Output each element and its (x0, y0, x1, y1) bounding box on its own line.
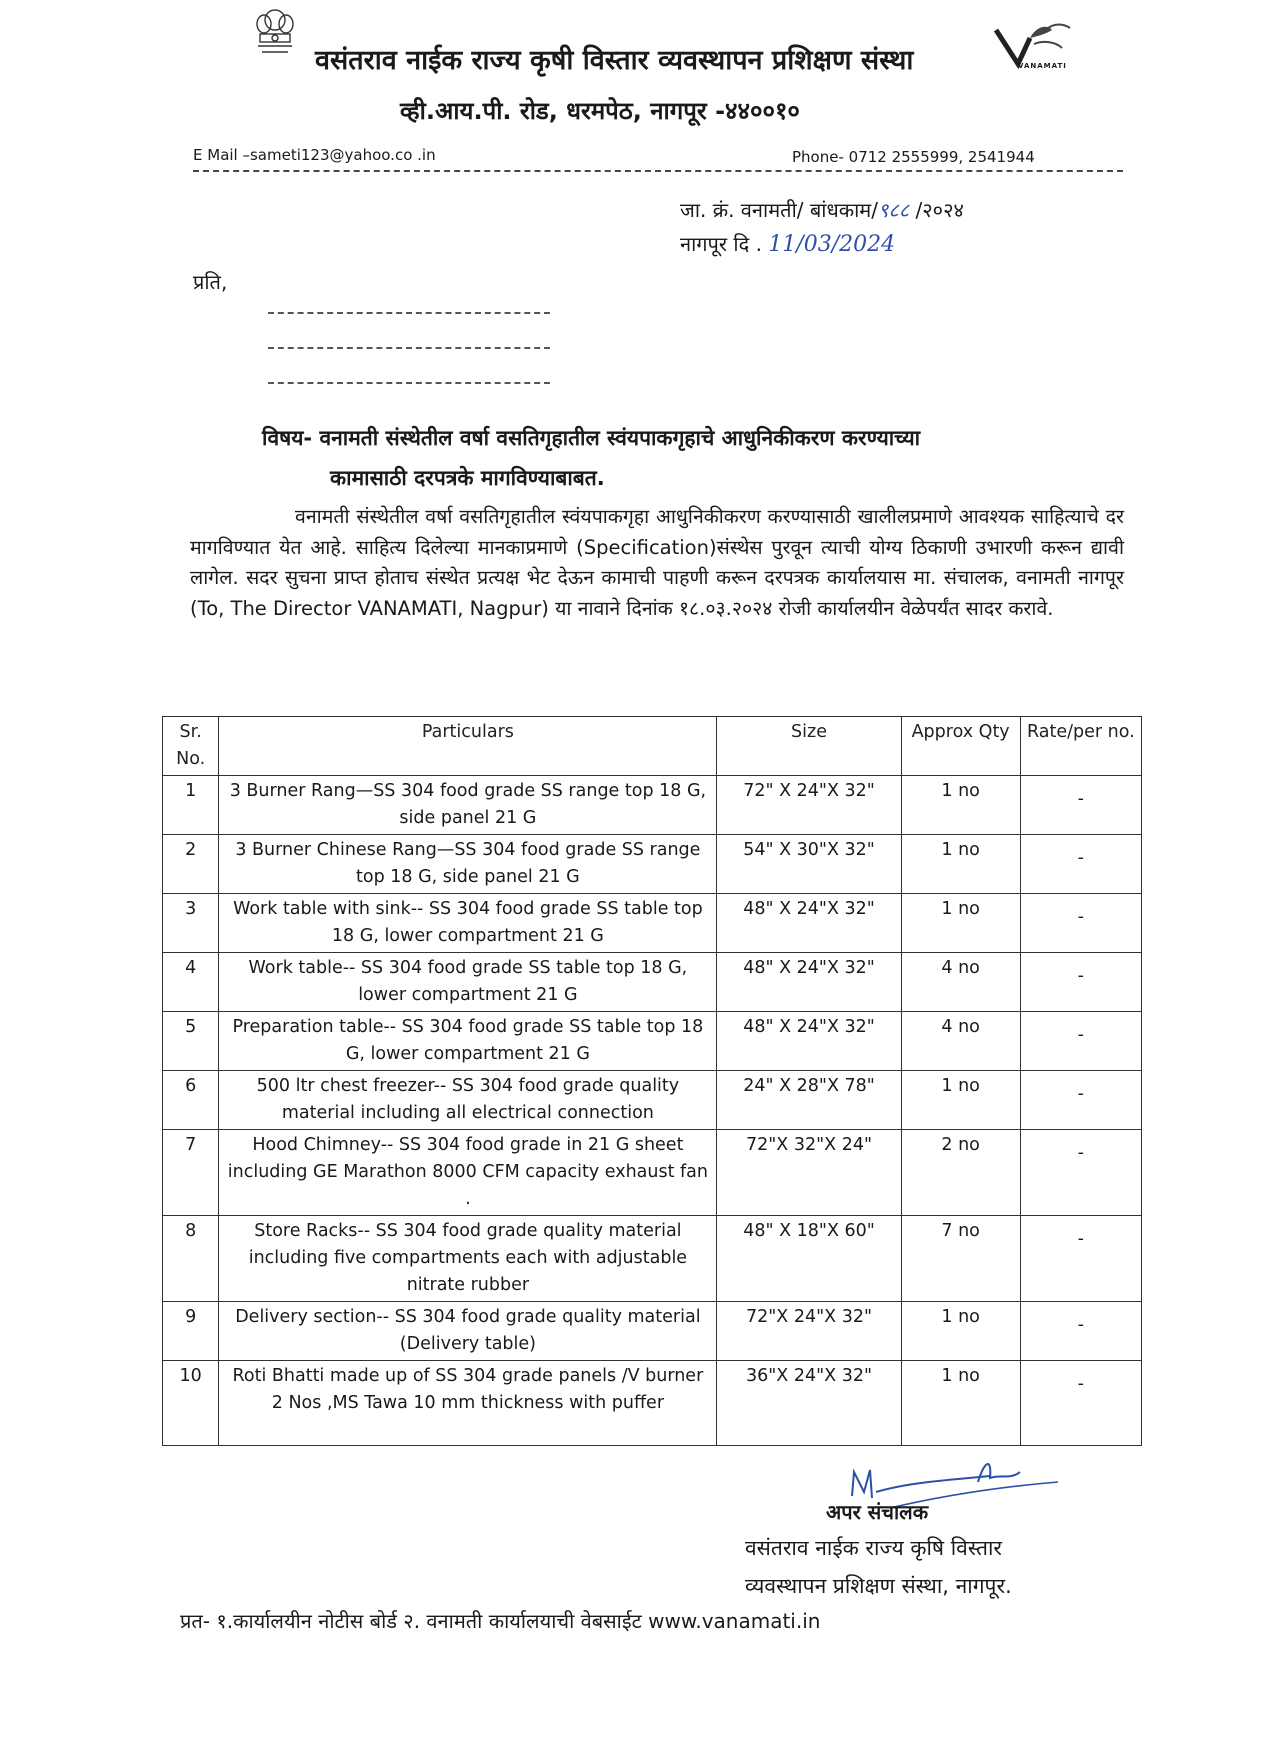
date-prefix: नागपूर दि . (680, 232, 762, 256)
cell-sr-no: 2 (163, 835, 219, 894)
cell-particulars: Work table with sink-- SS 304 food grade SS table top 18 G, lower compartment 21 G (219, 894, 717, 953)
addressee-blank-line (268, 347, 550, 349)
cell-particulars: Roti Bhatti made up of SS 304 grade panels /V burner 2 Nos ,MS Tawa 10 mm thickness with puffer (219, 1361, 717, 1446)
cell-size: 48" X 18"X 60" (717, 1216, 901, 1302)
cell-sr-no: 5 (163, 1012, 219, 1071)
header-size: Size (717, 717, 901, 776)
cell-sr-no: 10 (163, 1361, 219, 1446)
table-row (163, 835, 1142, 894)
cell-rate: - (1020, 1071, 1141, 1130)
table-row (163, 1130, 1142, 1216)
cell-rate: - (1020, 1130, 1141, 1216)
reference-number (680, 196, 964, 223)
header-approx-qty: Approx Qty (901, 717, 1020, 776)
email-line: E Mail –sameti123@yahoo.co .in (193, 146, 436, 164)
header-rate: Rate/per no. (1020, 717, 1141, 776)
cell-rate: - (1020, 776, 1141, 835)
cell-qty: 1 no (901, 1302, 1020, 1361)
table-header-row (163, 717, 1142, 776)
cell-qty: 4 no (901, 1012, 1020, 1071)
cell-qty: 1 no (901, 1361, 1020, 1446)
cell-qty: 2 no (901, 1130, 1020, 1216)
cell-sr-no: 4 (163, 953, 219, 1012)
cell-particulars: 3 Burner Rang—SS 304 food grade SS range top 18 G, side panel 21 G (219, 776, 717, 835)
addressee-label: प्रति, (193, 270, 228, 294)
reference-handwritten-number: ९८८ (877, 198, 910, 222)
addressee-blank-line (268, 382, 550, 384)
logo-wordmark: VANAMATI (1018, 62, 1067, 70)
cell-size: 24" X 28"X 78" (717, 1071, 901, 1130)
cell-qty: 1 no (901, 894, 1020, 953)
cell-sr-no: 8 (163, 1216, 219, 1302)
letter-body: वनामती संस्थेतील वर्षा वसतिगृहातील स्वंयपाकगृहा आधुनिकीकरण करण्यासाठी खालीलप्रमाणे आवश्यक साहित्याचे दर मागविण्यात येत आहे. साहित्य दिलेल्या मानकाप्रमाणे (Specification)संस्थेस पुरवून त्याची योग्य ठिकाणी उभारणी करून द्यावी लागेल. सदर सुचना प्राप्त होताच संस्थेत प्रत्यक्ष भेट देऊन कामाची पाहणी करून दरपत्रक कार्यालयास मा. संचालक, वनामती नागपूर (To, The Director VANAMATI, Nagpur) या नावाने दिनांक १८.०३.२०२४ रोजी कार्यालयीन वेळेपर्यंत सादर करावे. (190, 505, 1124, 620)
cell-size: 48" X 24"X 32" (717, 953, 901, 1012)
table-row (163, 953, 1142, 1012)
letter-subject (262, 418, 1142, 498)
institute-address: व्ही.आय.पी. रोड, धरमपेठ, नागपूर -४४००१० (400, 97, 800, 125)
cell-size: 72"X 32"X 24" (717, 1130, 901, 1216)
cell-rate: - (1020, 1361, 1141, 1446)
subject-line-2: कामासाठी दरपत्रके मागविण्याबाबत. (330, 466, 605, 490)
cell-rate: - (1020, 1012, 1141, 1071)
cell-sr-no: 7 (163, 1130, 219, 1216)
signatory-org-line-1: वसंतराव नाईक राज्य कृषि विस्तार (745, 1536, 1002, 1560)
cell-particulars: Hood Chimney-- SS 304 food grade in 21 G sheet including GE Marathon 8000 CFM capacity exhaust fan . (219, 1130, 717, 1216)
table-row (163, 1071, 1142, 1130)
table-row (163, 1216, 1142, 1302)
cell-particulars: Preparation table-- SS 304 food grade SS table top 18 G, lower compartment 21 G (219, 1012, 717, 1071)
cell-size: 36"X 24"X 32" (717, 1361, 901, 1446)
table-row (163, 1012, 1142, 1071)
cell-qty: 1 no (901, 776, 1020, 835)
cell-qty: 1 no (901, 835, 1020, 894)
addressee-blank-line (268, 312, 550, 314)
cell-rate: - (1020, 1216, 1141, 1302)
date-handwritten: 11/03/2024 (768, 232, 896, 257)
table-row (163, 1302, 1142, 1361)
subject-line-1: विषय- वनामती संस्थेतील वर्षा वसतिगृहातील स्वंयपाकगृहाचे आधुनिकीकरण करण्याच्या (262, 426, 921, 450)
signatory-title: अपर संचालक (826, 1500, 929, 1524)
phone-line: Phone- 0712 2555999, 2541944 (792, 148, 1035, 166)
table-row (163, 1361, 1142, 1446)
table-row (163, 776, 1142, 835)
cell-size: 72"X 24"X 32" (717, 1302, 901, 1361)
cell-qty: 7 no (901, 1216, 1020, 1302)
header-particulars: Particulars (219, 717, 717, 776)
cell-qty: 1 no (901, 1071, 1020, 1130)
cell-sr-no: 1 (163, 776, 219, 835)
cell-size: 48" X 24"X 32" (717, 1012, 901, 1071)
cell-particulars: Store Racks-- SS 304 food grade quality material including five compartments each with adjustable nitrate rubber (219, 1216, 717, 1302)
copy-to-line: प्रत- १.कार्यालयीन नोटीस बोर्ड २. वनामती कार्यालयाची वेबसाईट www.vanamati.in (180, 1609, 821, 1633)
state-emblem (250, 6, 300, 62)
cell-rate: - (1020, 953, 1141, 1012)
header-sr-no: Sr. No. (163, 717, 219, 776)
cell-particulars: Work table-- SS 304 food grade SS table top 18 G, lower compartment 21 G (219, 953, 717, 1012)
reference-prefix: जा. क्रं. वनामती/ बांधकाम/ (680, 198, 878, 222)
cell-size: 72" X 24"X 32" (717, 776, 901, 835)
letter-date (680, 230, 895, 257)
reference-suffix: /२०२४ (909, 198, 964, 222)
cell-particulars: 500 ltr chest freezer-- SS 304 food grade quality material including all electrical connection (219, 1071, 717, 1130)
cell-particulars: Delivery section-- SS 304 food grade quality material (Delivery table) (219, 1302, 717, 1361)
cell-qty: 4 no (901, 953, 1020, 1012)
signatory-org-line-2: व्यवस्थापन प्रशिक्षण संस्था, नागपूर. (745, 1574, 1012, 1598)
institute-title: वसंतराव नाईक राज्य कृषी विस्तार व्यवस्थापन प्रशिक्षण संस्था (315, 45, 914, 76)
cell-size: 54" X 30"X 32" (717, 835, 901, 894)
cell-rate: - (1020, 894, 1141, 953)
cell-rate: - (1020, 835, 1141, 894)
cell-rate: - (1020, 1302, 1141, 1361)
table-row (163, 894, 1142, 953)
items-table (162, 716, 1142, 1446)
cell-particulars: 3 Burner Chinese Rang—SS 304 food grade SS range top 18 G, side panel 21 G (219, 835, 717, 894)
header-divider (193, 170, 1123, 172)
cell-sr-no: 3 (163, 894, 219, 953)
cell-size: 48" X 24"X 32" (717, 894, 901, 953)
cell-sr-no: 6 (163, 1071, 219, 1130)
cell-sr-no: 9 (163, 1302, 219, 1361)
